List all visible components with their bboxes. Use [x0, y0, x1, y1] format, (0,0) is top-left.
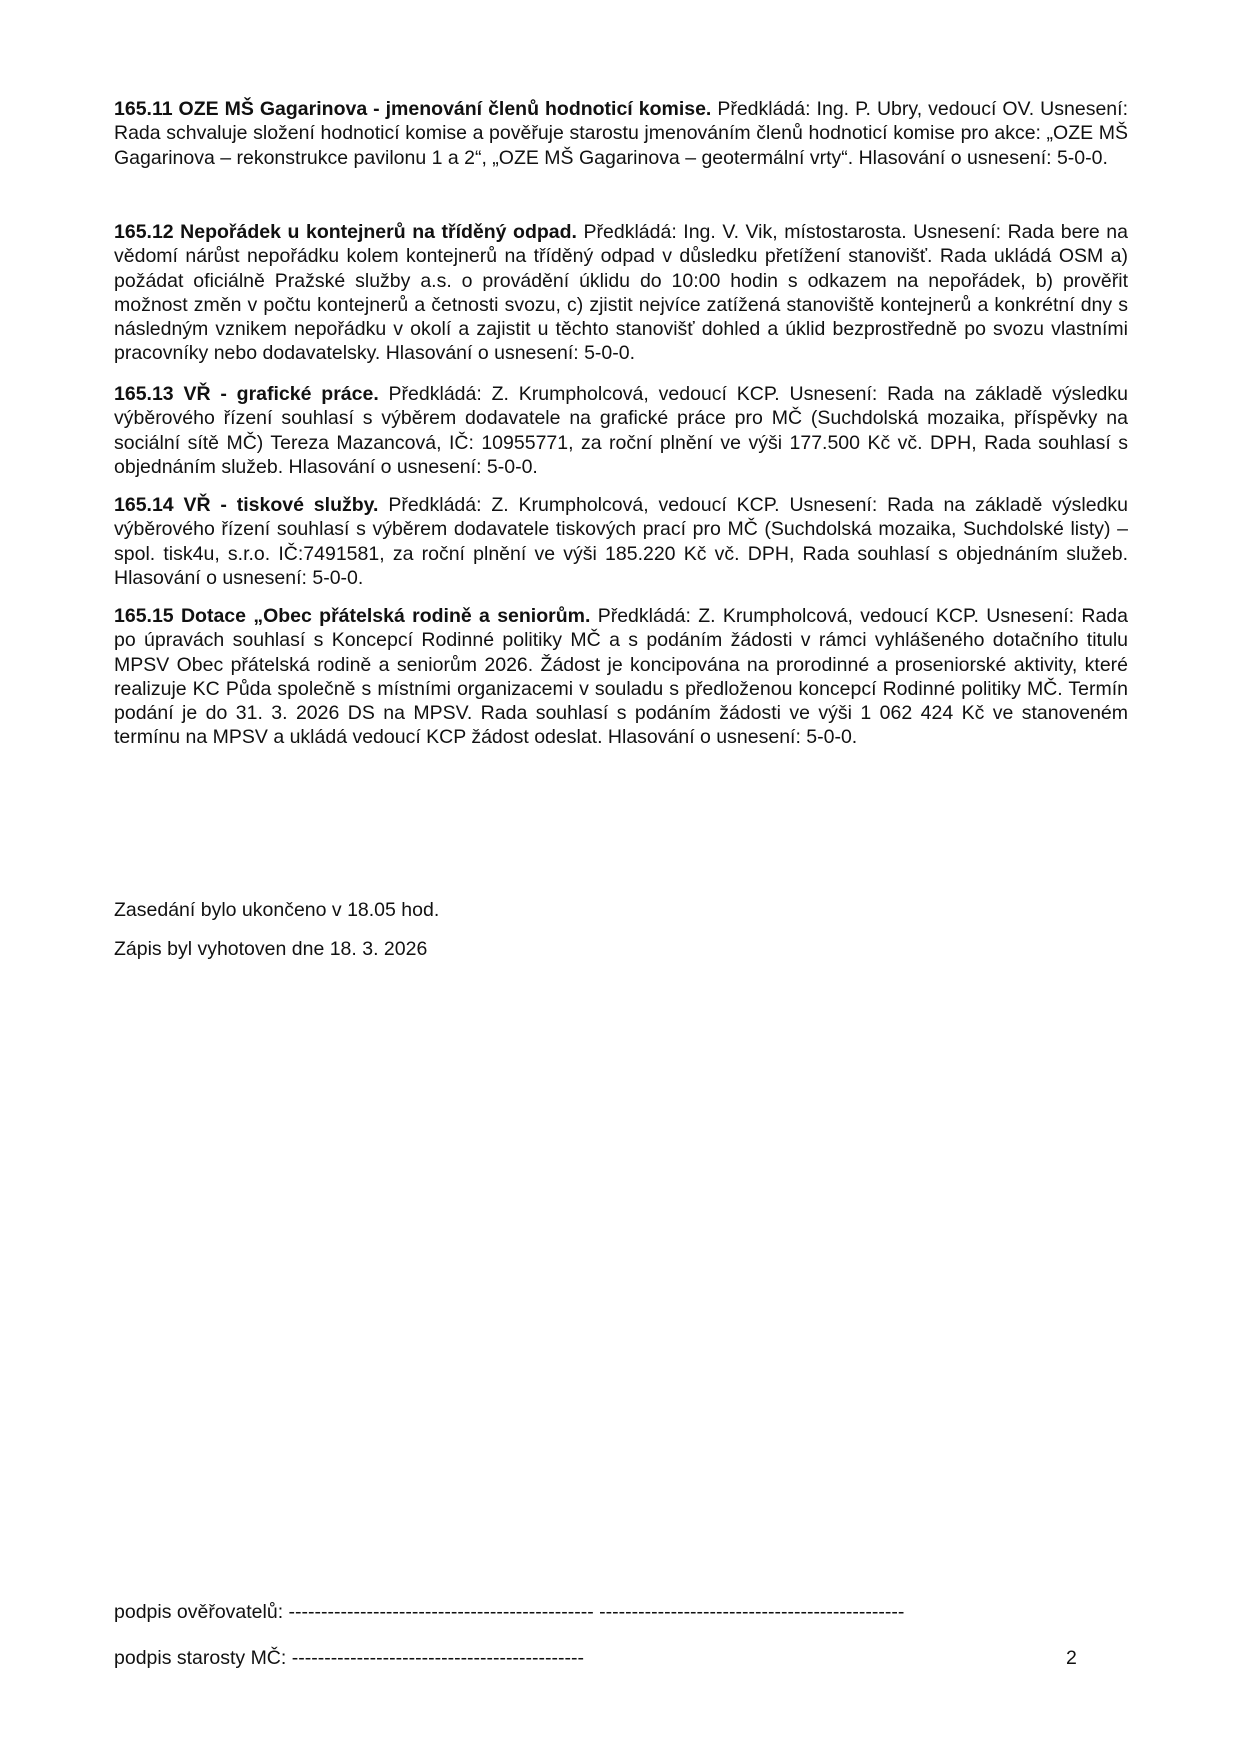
resolution-165-15 [114, 604, 1128, 750]
resolution-165-13 [114, 382, 1128, 479]
resolution-text: Předkládá: Z. Krumpholcová, vedoucí KCP. Usnesení: Rada na základě výsledku výběrového řízení souhlasí s výběrem dodavatele na grafické práce pro MČ (Suchdolská mozaika, příspěvky na sociální sítě MČ) Tereza Mazancová, IČ: 10955771, za roční plnění ve výši 177.500 Kč vč. DPH, Rada souhlasí s objednáním služeb. Hlasování o usnesení: 5-0-0. [114, 383, 1128, 478]
minutes-written-text: Zápis byl vyhotoven dne 18. 3. 2026 [114, 938, 428, 960]
resolution-title: 165.11 OZE MŠ Gagarinova - jmenování členů hodnoticí komise. [114, 98, 712, 120]
resolution-text: Předkládá: Ing. P. Ubry, vedoucí OV. Usnesení: Rada schvaluje složení hodnoticí komise a pověřuje starostu jmenováním členů hodnoticí komise pro akce: „OZE MŠ Gagarinova – rekonstrukce pavilonu 1 a 2“, „OZE MŠ Gagarinova – geotermální vrty“. Hlasování o usnesení: 5-0-0. [114, 98, 1128, 169]
page-number: 2 [1066, 1647, 1077, 1669]
resolution-165-12 [114, 220, 1128, 366]
resolution-text: Předkládá: Z. Krumpholcová, vedoucí KCP. Usnesení: Rada na základě výsledku výběrového řízení souhlasí s výběrem dodavatele tiskových prací pro MČ (Suchdolská mozaika, Suchdolské listy) – spol. tisk4u, s.r.o. IČ:7491581, za roční plnění ve výši 185.220 Kč vč. DPH, Rada souhlasí s objednáním služeb. Hlasování o usnesení: 5-0-0. [114, 494, 1129, 589]
resolution-title: 165.15 Dotace „Obec přátelská rodině a seniorům. [114, 605, 591, 627]
resolution-text: Předkládá: Ing. V. Vik, místostarosta. Usnesení: Rada bere na vědomí nárůst nepořádku kolem kontejnerů na tříděný odpad v důsledku přetížení stanovišť. Rada ukládá OSM a) požádat oficiálně Pražské služby a.s. o provádění úklidu do 10:00 hodin s odkazem na nepořádek, b) prověřit možnost změn v počtu kontejnerů a četnosti svozu, c) zjistit nejvíce zatížená stanoviště kontejnerů a konkrétní dny s následným vznikem nepořádku v okolí a zajistit u těchto stanovišť dohled a úklid bezprostředně po svozu vlastními pracovníky nebo dodavatelsky. Hlasování o usnesení: 5-0-0. [114, 221, 1128, 365]
mayor-signature-line: podpis starosty MČ: --------------------------------------------- [114, 1647, 584, 1669]
resolution-title: 165.14 VŘ - tiskové služby. [114, 494, 379, 516]
verifiers-signature-line: podpis ověřovatelů: ----------------------------------------------- ----------------------------------------------- [114, 1601, 905, 1623]
resolution-title: 165.12 Nepořádek u kontejnerů na tříděný odpad. [114, 221, 577, 243]
resolution-165-11 [114, 97, 1128, 170]
resolution-165-14 [114, 493, 1128, 590]
meeting-ended-text: Zasedání bylo ukončeno v 18.05 hod. [114, 899, 440, 921]
resolution-title: 165.13 VŘ - grafické práce. [114, 383, 379, 405]
resolution-text: Předkládá: Z. Krumpholcová, vedoucí KCP. Usnesení: Rada po úpravách souhlasí s Koncepcí Rodinné politiky MČ a s podáním žádosti v rámci vyhlášeného dotačního titulu MPSV Obec přátelská rodině a seniorům 2026. Žádost je koncipována na prorodinné a proseniorské aktivity, které realizuje KC Půda společně s místními organizacemi v souladu s předloženou koncepcí Rodinné politiky MČ. Termín podání je do 31. 3. 2026 DS na MPSV. Rada souhlasí s podáním žádosti ve výši 1 062 424 Kč ve stanoveném termínu na MPSV a ukládá vedoucí KCP žádost odeslat. Hlasování o usnesení: 5-0-0. [114, 605, 1128, 749]
